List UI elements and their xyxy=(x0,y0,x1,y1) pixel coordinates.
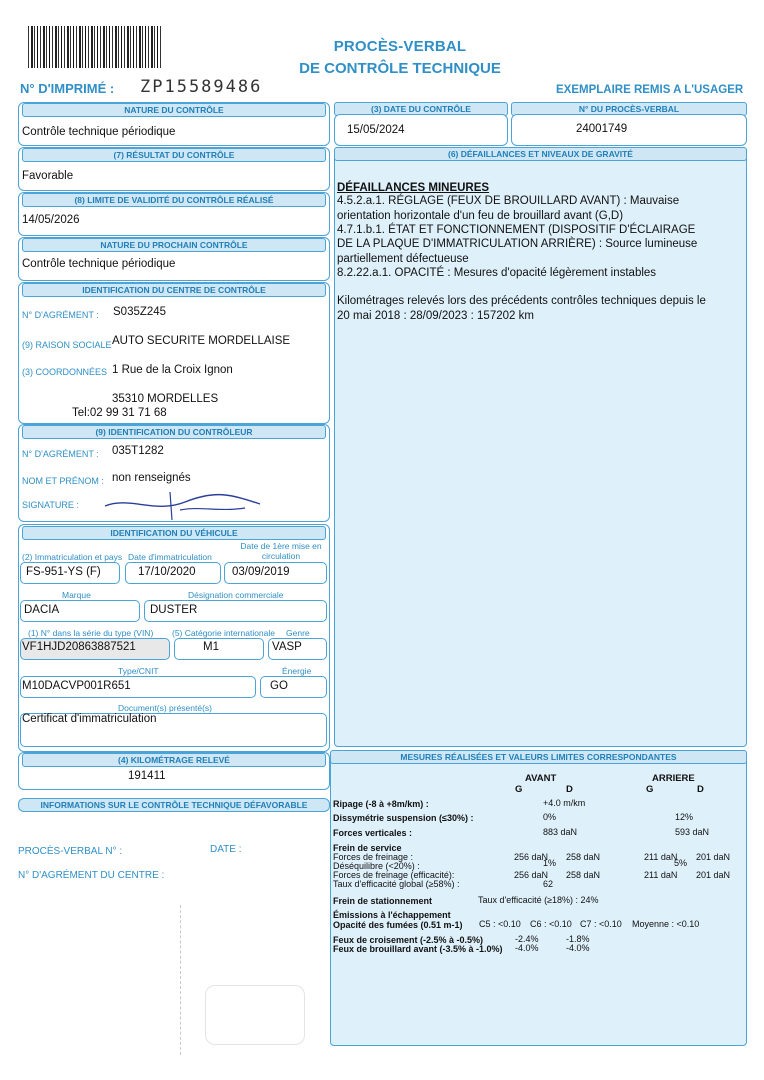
stationnement-value: Taux d'efficacité (≥18%) : 24% xyxy=(478,895,599,905)
coordonnees-line1: 1 Rue de la Croix Ignon xyxy=(112,364,233,376)
designation-label: Désignation commerciale xyxy=(188,590,284,600)
coordonnees-label: (3) COORDONNÉES xyxy=(22,367,108,377)
desequilibre-label: Déséquilibre (<20%) : xyxy=(333,861,420,871)
signature-scribble xyxy=(100,484,270,524)
raison-sociale-value: AUTO SECURITE MORDELLAISE xyxy=(112,335,291,347)
ff-avant-d: 258 daN xyxy=(566,852,601,862)
immat-value: FS-951-YS (F) xyxy=(26,566,101,578)
categorie-value: M1 xyxy=(203,641,219,653)
forces-verticales-label: Forces verticales : xyxy=(333,828,413,838)
nature-controle-value: Contrôle technique périodique xyxy=(22,126,176,138)
nature-controle-header: NATURE DU CONTRÔLE xyxy=(22,103,326,117)
avant-g-heading: G xyxy=(515,784,523,795)
taux-global-label: Taux d'efficacité global (≥58%) : xyxy=(333,879,460,889)
defaillance-line-3: 4.7.1.b.1. ÉTAT ET FONCTIONNEMENT (DISPOSITIF D'ÉCLAIRAGE xyxy=(337,224,696,236)
genre-label: Genre xyxy=(286,628,310,638)
ffe-arriere-d: 201 daN xyxy=(696,870,731,880)
controleur-agrement-value: 035T1282 xyxy=(112,445,164,457)
type-label: Type/CNIT xyxy=(118,666,159,676)
forces-freinage-label: Forces de freinage : xyxy=(333,852,414,862)
avant-d-heading: D xyxy=(566,784,573,795)
prochain-value: Contrôle technique périodique xyxy=(22,258,176,270)
centre-agrement-value: S035Z245 xyxy=(113,306,167,318)
type-value: M10DACVP001R651 xyxy=(22,680,131,692)
energie-label: Énergie xyxy=(282,666,312,676)
resultat-header: (7) RÉSULTAT DU CONTRÔLE xyxy=(22,148,326,162)
prochain-header: NATURE DU PROCHAIN CONTRÔLE xyxy=(22,238,326,252)
date-controle-value: 15/05/2024 xyxy=(347,124,405,136)
date-mise-value: 03/09/2019 xyxy=(232,566,290,578)
coordonnees-line2: 35310 MORDELLES xyxy=(112,393,219,405)
defaillance-line-2: orientation horizontale d'un feu de brouillard avant (G,D) xyxy=(337,210,624,222)
energie-value: GO xyxy=(270,680,288,692)
ffe-avant-g: 256 daN xyxy=(514,870,549,880)
kilometrage-value: 191411 xyxy=(128,770,166,782)
vehicule-header: IDENTIFICATION DU VÉHICULE xyxy=(22,526,326,540)
arriere-g-heading: G xyxy=(646,784,654,795)
imprime-label: N° D'IMPRIMÉ : xyxy=(20,81,115,96)
nom-prenom-value: non renseignés xyxy=(112,472,191,484)
marque-value: DACIA xyxy=(24,604,60,616)
kilometrage-header: (4) KILOMÉTRAGE RELEVÉ xyxy=(22,753,326,767)
controleur-header: (9) IDENTIFICATION DU CONTRÔLEUR xyxy=(22,425,326,439)
documents-value: Certificat d'immatriculation xyxy=(22,713,157,725)
ffe-arriere-g: 211 daN xyxy=(644,870,678,880)
defaillances-panel xyxy=(334,147,747,747)
date-controle-header: (3) DATE DU CONTRÔLE xyxy=(334,102,508,116)
emissions-label: Émissions à l'échappement xyxy=(333,910,451,920)
scan-mark xyxy=(180,905,181,1055)
limite-value: 14/05/2026 xyxy=(22,214,80,226)
centre-header: IDENTIFICATION DU CENTRE DE CONTRÔLE xyxy=(22,283,326,297)
ffe-avant-d: 258 daN xyxy=(566,870,601,880)
ripage-value: +4.0 m/km xyxy=(543,798,586,808)
defaillance-line-4: DE LA PLAQUE D'IMMATRICULATION ARRIÈRE) : Source lumineuse xyxy=(337,238,698,250)
vin-value: VF1HJD20863887521 xyxy=(22,641,136,653)
taux-global-value: 62 xyxy=(543,879,554,889)
croisement-d: -1.8% xyxy=(566,934,590,944)
brouillard-label: Feux de brouillard avant (-3.5% à -1.0%) xyxy=(333,944,503,954)
designation-value: DUSTER xyxy=(150,604,198,616)
dissymetrie-label: Dissymétrie suspension (≤30%) : xyxy=(333,813,474,823)
exemplaire-usager: EXEMPLAIRE REMIS A L'USAGER xyxy=(556,84,744,96)
documents-label: Document(s) présenté(s) xyxy=(118,703,213,713)
imprime-value: ZP15589486 xyxy=(140,77,263,97)
defaillances-header: (6) DÉFAILLANCES ET NIVEAUX DE GRAVITÉ xyxy=(334,147,747,161)
date-mise-label: Date de 1ère mise en circulation xyxy=(240,541,322,561)
desequilibre-avant: 1% xyxy=(543,858,557,868)
marque-label: Marque xyxy=(62,590,91,600)
defaillance-line-1: 4.5.2.a.1. RÉGLAGE (FEUX DE BROUILLARD AVANT) : Mauvaise xyxy=(337,195,680,207)
desequilibre-arriere: 5% xyxy=(674,858,688,868)
immat-label: (2) Immatriculation et pays xyxy=(22,552,123,562)
opacite-moyenne: Moyenne : <0.10 xyxy=(632,919,700,929)
ripage-label: Ripage (-8 à +8m/km) : xyxy=(333,799,429,809)
categorie-label: (5) Catégorie internationale xyxy=(172,628,276,638)
document-title-line2: DE CONTRÔLE TECHNIQUE xyxy=(299,60,501,77)
defaillances-title: DÉFAILLANCES MINEURES xyxy=(337,182,490,194)
defavorable-date-label: DATE : xyxy=(210,844,242,855)
pv-number-box xyxy=(511,114,747,146)
stationnement-label: Frein de stationnement xyxy=(333,896,433,906)
km-history-line-2: 20 mai 2018 : 28/09/2023 : 157202 km xyxy=(337,310,534,322)
arriere-d-heading: D xyxy=(697,784,704,795)
limite-header: (8) LIMITE DE VALIDITÉ DU CONTRÔLE RÉALISÉ xyxy=(22,193,326,207)
croisement-g: -2.4% xyxy=(515,934,539,944)
genre-value: VASP xyxy=(272,641,302,653)
defavorable-header: INFORMATIONS SUR LE CONTRÔLE TECHNIQUE DÉFAVORABLE xyxy=(18,798,330,812)
opacite-c5: C5 : <0.10 xyxy=(479,919,521,929)
raison-sociale-label: (9) RAISON SOCIALE xyxy=(22,340,112,350)
ff-arriere-d: 201 daN xyxy=(696,852,731,862)
arriere-heading: ARRIERE xyxy=(652,773,695,784)
opacite-label: Opacité des fumées (0.51 m-1) xyxy=(333,920,463,930)
dissymetrie-avant: 0% xyxy=(543,812,557,822)
ff-efficacite-label: Forces de freinage (efficacité): xyxy=(333,870,455,880)
defaillance-line-5: partiellement défectueuse xyxy=(337,253,469,265)
pv-number-header: N° DU PROCÈS-VERBAL xyxy=(511,102,747,116)
defavorable-pv-label: PROCÈS-VERBAL N° : xyxy=(18,846,123,857)
opacite-c7: C7 : <0.10 xyxy=(580,919,622,929)
vin-label: (1) N° dans la série du type (VIN) xyxy=(28,628,154,638)
ff-avant-g: 256 daN xyxy=(514,852,549,862)
frein-service-label: Frein de service xyxy=(333,843,402,853)
barcode xyxy=(28,26,162,68)
forces-verticales-arriere: 593 daN xyxy=(675,827,710,837)
brouillard-d: -4.0% xyxy=(566,943,590,953)
coordonnees-tel: Tel:02 99 31 71 68 xyxy=(72,407,167,419)
signature-label: SIGNATURE : xyxy=(22,500,79,510)
ff-arriere-g: 211 daN xyxy=(644,852,678,862)
document-title-line1: PROCÈS-VERBAL xyxy=(333,38,467,55)
defavorable-agrement-label: N° D'AGRÉMENT DU CENTRE : xyxy=(18,870,165,881)
scan-mark xyxy=(205,985,305,1045)
pv-number-value: 24001749 xyxy=(576,123,628,135)
nom-prenom-label: NOM ET PRÉNOM : xyxy=(22,476,104,486)
km-history-line-1: Kilométrages relevés lors des précédents contrôles techniques depuis le xyxy=(337,295,706,307)
forces-verticales-avant: 883 daN xyxy=(543,827,578,837)
resultat-value: Favorable xyxy=(22,170,74,182)
date-immat-value: 17/10/2020 xyxy=(138,566,196,578)
controleur-agrement-label: N° D'AGRÉMENT : xyxy=(22,449,99,459)
opacite-c6: C6 : <0.10 xyxy=(530,919,572,929)
categorie-field xyxy=(174,638,264,660)
date-immat-label: Date d'immatriculation xyxy=(128,552,212,562)
centre-agrement-label: N° D'AGRÉMENT : xyxy=(22,310,99,320)
avant-heading: AVANT xyxy=(525,773,557,784)
defaillance-line-6: 8.2.22.a.1. OPACITÉ : Mesures d'opacité légèrement instables xyxy=(337,267,657,279)
brouillard-g: -4.0% xyxy=(515,943,539,953)
dissymetrie-arriere: 12% xyxy=(675,812,694,822)
mesures-header: MESURES RÉALISÉES ET VALEURS LIMITES CORRESPONDANTES xyxy=(330,750,747,764)
croisement-label: Feux de croisement (-2.5% à -0.5%) xyxy=(333,935,484,945)
